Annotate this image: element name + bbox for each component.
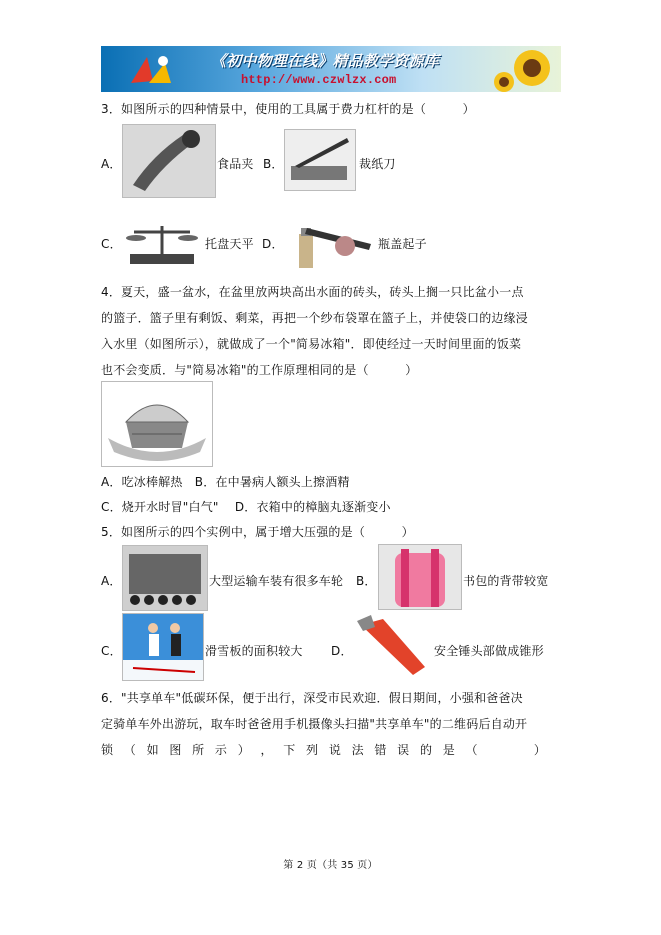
q4-line-2: 的篮子．篮子里有剩饭、剩菜，再把一个纱布袋罩在篮子上，并使袋口的边缘浸 [101, 311, 529, 325]
q3-option-d-letter: D． [262, 237, 284, 251]
q6-line-3-char: 如 [146, 743, 159, 757]
q3-stem: 3．如图所示的四种情景中，使用的工具属于费力杠杆的是（ ） [101, 102, 475, 116]
q4-line-3: 入水里（如图所示），就做成了一个"简易冰箱"．即使经过一天时间里面的饭菜 [101, 337, 522, 351]
q6-line-3-char [511, 741, 523, 758]
q6-line-3 [101, 741, 546, 758]
simple-icebox-image [101, 381, 213, 467]
q3-option-c-letter: C． [101, 237, 122, 251]
q6-line-3-char: 下 [283, 743, 296, 757]
q5-option-a-letter: A． [101, 574, 122, 588]
transport-truck-image [122, 545, 208, 611]
q6-line-3-char: ） [237, 743, 250, 757]
food-tongs-image [122, 124, 216, 198]
banner-url: http://www.czwlzx.com [241, 73, 397, 87]
site-logo-icon [125, 51, 185, 87]
q6-line-3-char: 是 [442, 743, 455, 757]
q3-option-b-letter: B． [263, 157, 284, 171]
q3-option-d-text: 瓶盖起子 [378, 237, 427, 251]
q4-line-4: 也不会变质．与"简易冰箱"的工作原理相同的是（ ） [101, 363, 418, 377]
q5-option-b-letter: B． [356, 574, 377, 588]
q5-option-d-text: 安全锤头部做成锥形 [434, 644, 544, 658]
q5-option-c-text: 滑雪板的面积较大 [205, 644, 303, 658]
safety-hammer-image [353, 611, 431, 681]
page-number: 第 2 页（共 35 页） [283, 860, 378, 871]
q5-option-c-letter: C． [101, 644, 122, 658]
bottle-opener-image [285, 214, 375, 268]
q4-options-ab: A．吃冰棒解热 B．在中暑病人额头上擦酒精 [101, 475, 350, 489]
q6-line-3-char: ） [533, 743, 546, 757]
q6-line-2: 定骑单车外出游玩，取车时爸爸用手机摄像头扫描"共享单车"的二维码后自动开 [101, 717, 528, 731]
header-banner [101, 46, 561, 92]
q6-line-3-char: 法 [351, 743, 364, 757]
q5-option-d-letter: D． [331, 644, 353, 658]
q4-options-cd: C．烧开水时冒"白气" D．衣箱中的樟脑丸逐渐变小 [101, 500, 391, 514]
q6-line-3-char: （ [465, 743, 478, 757]
q3-option-a-text: 食品夹 [217, 157, 254, 171]
q5-option-a-text: 大型运输车装有很多车轮 [209, 574, 344, 588]
q6-line-3-char: （ [123, 743, 136, 757]
q6-line-3-char [488, 741, 500, 758]
q3-option-a-letter: A． [101, 157, 122, 171]
q6-line-3-char: 列 [306, 743, 319, 757]
q3-option-b-text: 裁纸刀 [359, 157, 396, 171]
sunflower-icon [486, 46, 561, 92]
q4-line-1: 4．夏天，盛一盆水，在盆里放两块高出水面的砖头，砖头上搁一只比盆小一点 [101, 285, 524, 299]
paper-cutter-image [284, 129, 356, 191]
q6-line-3-char: 锁 [101, 743, 114, 757]
balance-scale-image [122, 216, 202, 268]
q6-line-3-char: 错 [374, 743, 387, 757]
q3-option-c-text: 托盘天平 [205, 237, 254, 251]
q6-line-3-char: 所 [192, 743, 205, 757]
q6-line-3-char: 误 [397, 743, 410, 757]
q6-line-3-char: 的 [419, 743, 432, 757]
q6-line-3-char: 说 [328, 743, 341, 757]
q5-option-b-text: 书包的背带较宽 [463, 574, 549, 588]
q6-line-3-char: 示 [214, 743, 227, 757]
q6-line-1: 6．"共享单车"低碳环保，便于出行，深受市民欢迎．假日期间，小强和爸爸决 [101, 691, 523, 705]
school-bag-image [378, 544, 462, 610]
skiing-image [122, 613, 204, 681]
q5-stem: 5．如图所示的四个实例中，属于增大压强的是（ ） [101, 525, 414, 539]
q6-line-3-char: 图 [169, 743, 182, 757]
banner-title: 《初中物理在线》精品教学资源库 [211, 52, 440, 70]
q6-line-3-char: ， [260, 743, 273, 757]
